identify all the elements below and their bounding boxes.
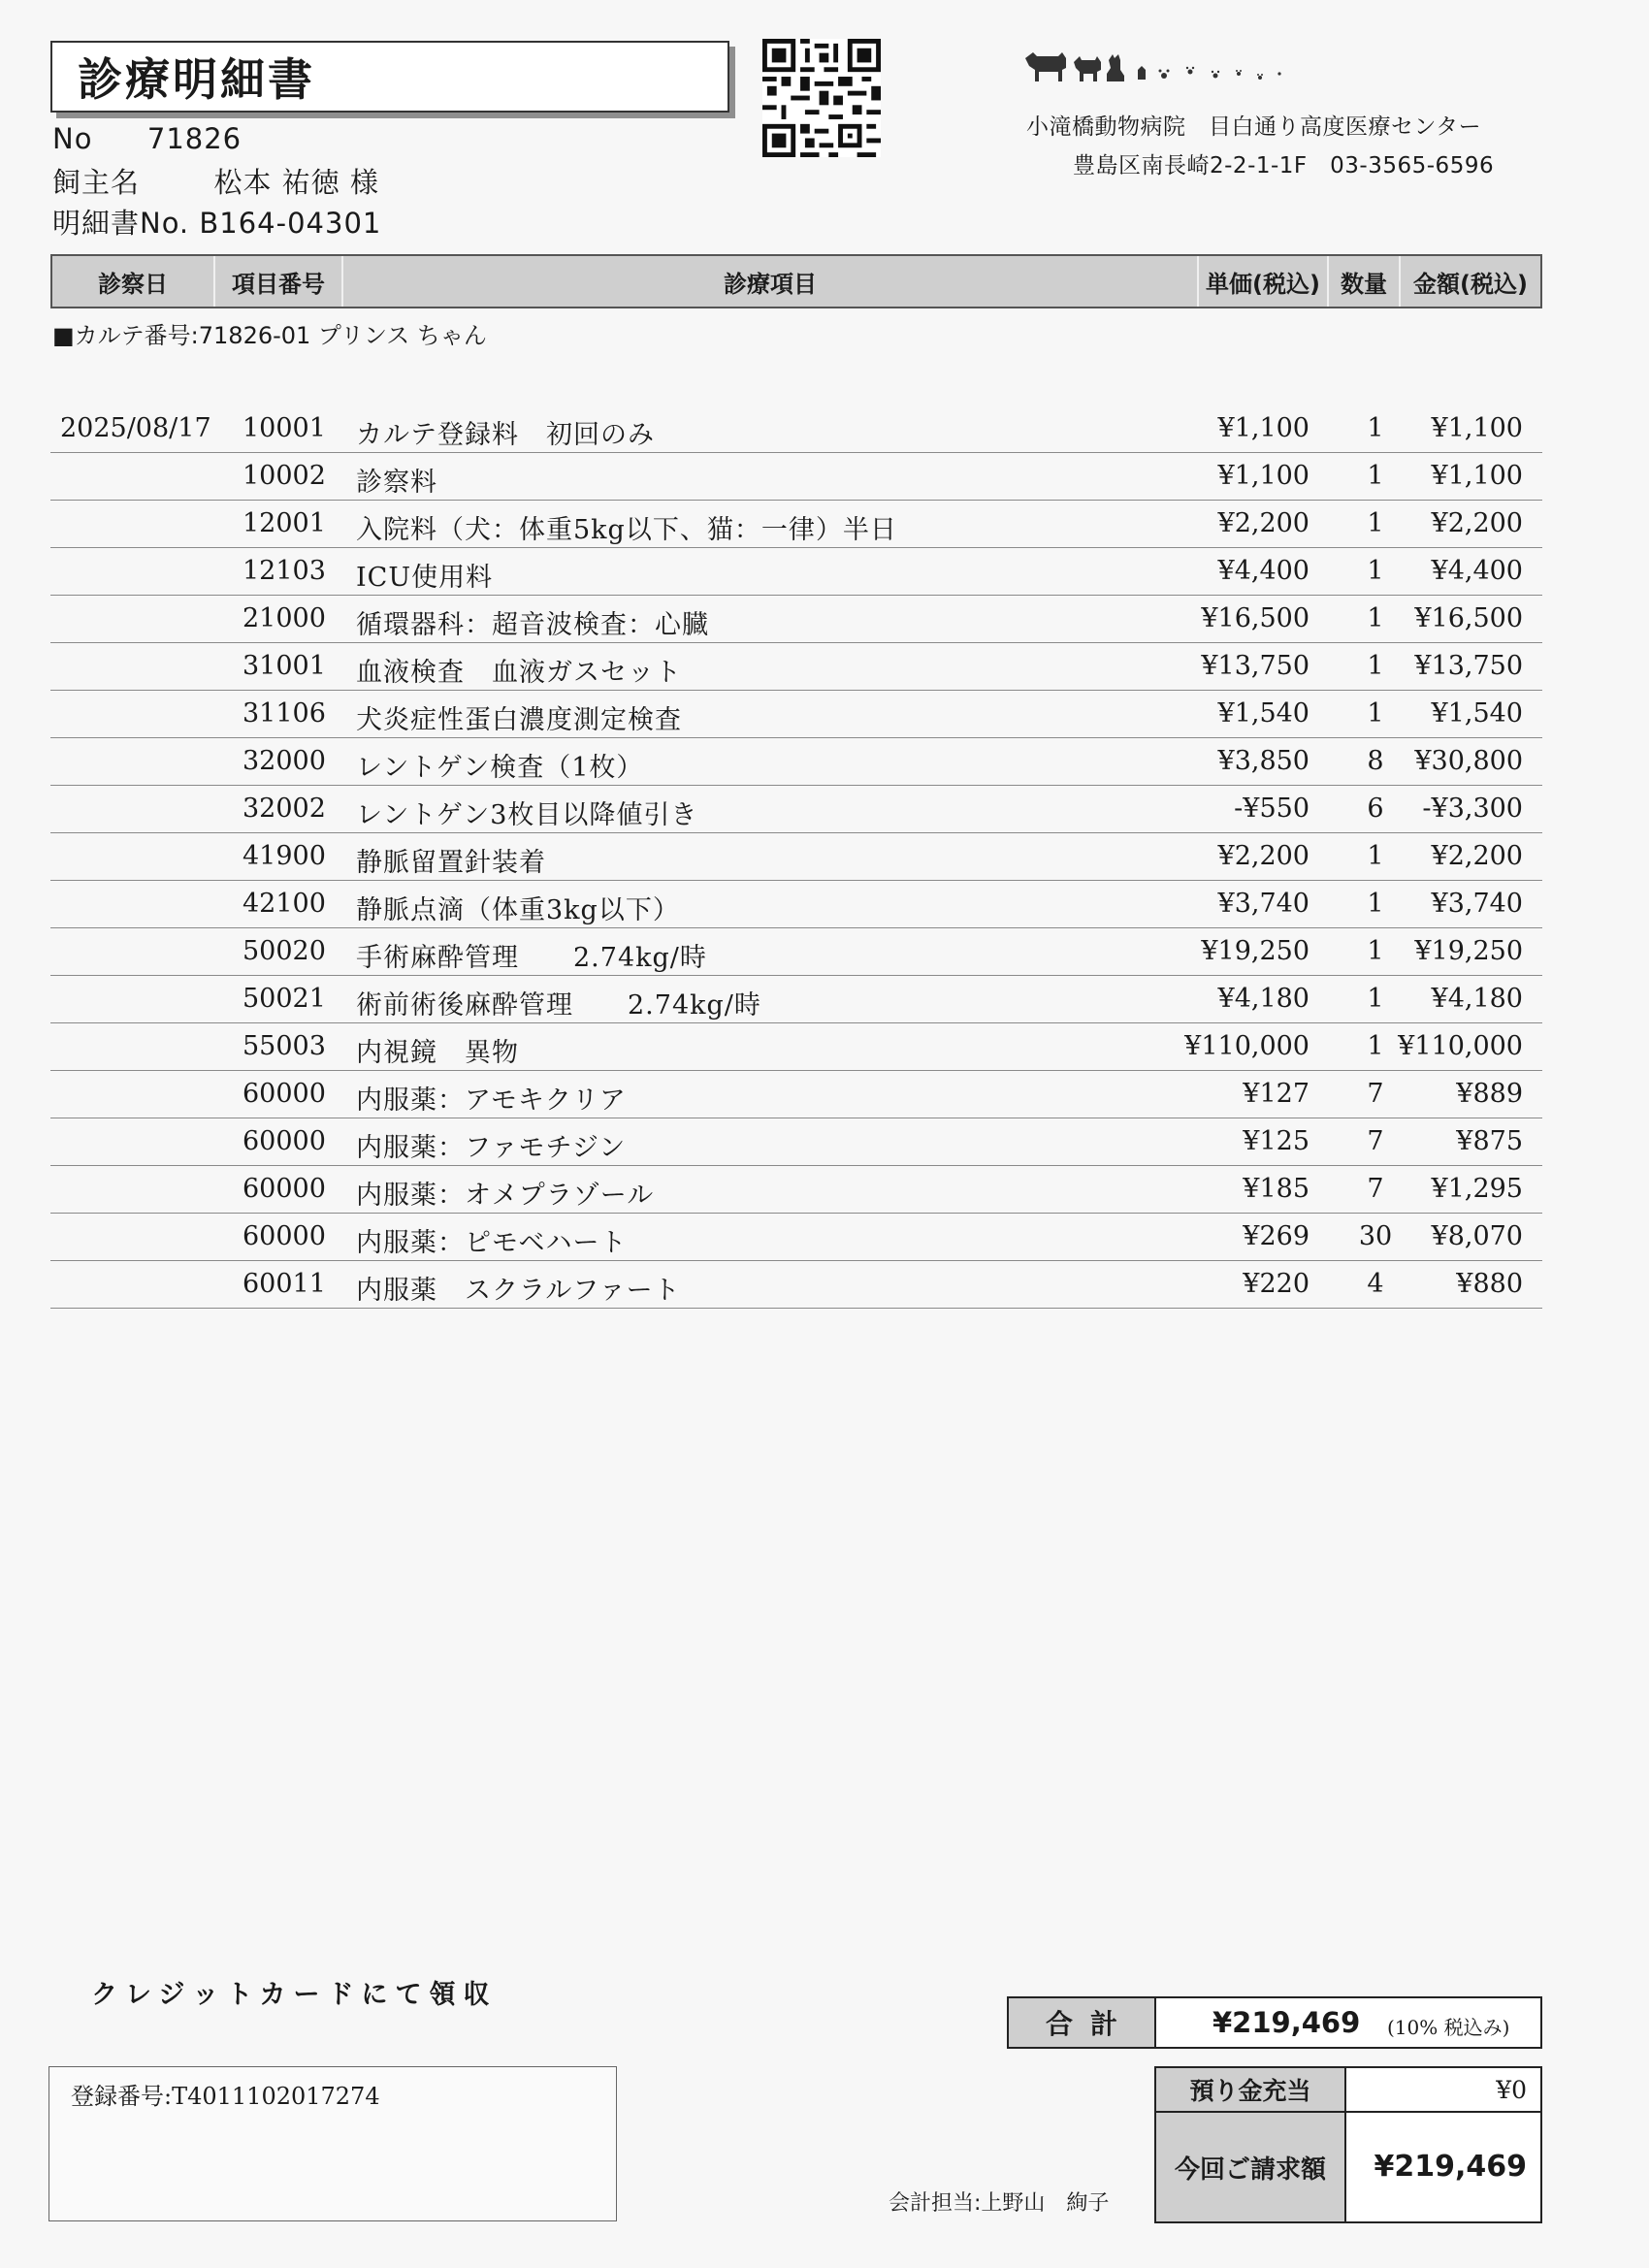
row-description: レントゲン検査（1枚） xyxy=(356,753,644,783)
tax-note: (10% 税込み) xyxy=(1387,2016,1510,2039)
col-amount: 金額(税込) xyxy=(1413,270,1528,298)
row-amount: ¥2,200 xyxy=(1431,508,1523,538)
owner-name: 松本 祐徳 様 xyxy=(213,166,379,199)
row-code: 50020 xyxy=(242,936,326,966)
table-row xyxy=(50,643,1542,691)
row-quantity: 1 xyxy=(1367,651,1384,681)
row-amount: ¥1,295 xyxy=(1431,1174,1523,1204)
total-box xyxy=(1007,1996,1542,2049)
table-row xyxy=(50,928,1542,976)
table-row xyxy=(50,738,1542,786)
accounting-staff: 会計担当:上野山 絢子 xyxy=(889,2191,1110,2216)
row-quantity: 1 xyxy=(1367,1031,1384,1061)
row-quantity: 8 xyxy=(1367,746,1384,776)
col-unit-price: 単価(税込) xyxy=(1206,270,1320,298)
table-header xyxy=(50,254,1542,308)
row-code: 32002 xyxy=(242,794,326,824)
row-description: 内服薬：ファモチジン xyxy=(356,1133,627,1163)
row-description: ICU使用料 xyxy=(356,563,494,593)
row-unit-price: ¥4,400 xyxy=(1217,556,1310,586)
table-row xyxy=(50,833,1542,881)
row-description: 静脈点滴（体重3kg以下） xyxy=(356,895,680,925)
table-row xyxy=(50,596,1542,643)
row-date: 2025/08/17 xyxy=(60,413,211,443)
row-unit-price: ¥1,540 xyxy=(1217,698,1310,729)
row-code: 60000 xyxy=(242,1174,326,1204)
row-code: 10001 xyxy=(242,413,326,443)
row-code: 31001 xyxy=(242,651,326,681)
row-quantity: 1 xyxy=(1367,889,1384,919)
row-unit-price: -¥550 xyxy=(1234,794,1310,824)
row-unit-price: ¥16,500 xyxy=(1201,603,1310,633)
row-unit-price: ¥3,740 xyxy=(1217,889,1310,919)
qr-code-icon xyxy=(762,39,881,157)
row-unit-price: ¥1,100 xyxy=(1217,413,1310,443)
row-unit-price: ¥19,250 xyxy=(1201,936,1310,966)
record-number-value: 71826 xyxy=(146,122,242,155)
row-description: 静脈留置針装着 xyxy=(356,848,546,878)
row-code: 32000 xyxy=(242,746,326,776)
row-unit-price: ¥110,000 xyxy=(1184,1031,1310,1061)
row-amount: ¥8,070 xyxy=(1431,1221,1523,1251)
row-amount: ¥4,180 xyxy=(1431,984,1523,1014)
bill-value: ¥219,469 xyxy=(1374,2150,1527,2184)
row-quantity: 1 xyxy=(1367,413,1384,443)
row-code: 60000 xyxy=(242,1079,326,1109)
table-row xyxy=(50,405,1542,453)
row-description: レントゲン3枚目以降値引き xyxy=(356,800,698,830)
row-amount: ¥889 xyxy=(1456,1079,1523,1109)
row-quantity: 4 xyxy=(1367,1269,1384,1299)
col-date: 診察日 xyxy=(98,270,168,298)
row-code: 60000 xyxy=(242,1126,326,1156)
row-code: 41900 xyxy=(242,841,326,871)
statement-label: 明細書No. xyxy=(52,207,190,240)
row-unit-price: ¥2,200 xyxy=(1217,508,1310,538)
row-code: 60000 xyxy=(242,1221,326,1251)
total-value: ¥219,469 xyxy=(1212,2006,1361,2039)
owner-label: 飼主名 xyxy=(52,166,141,199)
table-row xyxy=(50,453,1542,501)
row-description: 血液検査 血液ガスセット xyxy=(356,658,682,688)
row-amount: ¥16,500 xyxy=(1414,603,1523,633)
row-quantity: 1 xyxy=(1367,698,1384,729)
row-amount: -¥3,300 xyxy=(1422,794,1523,824)
row-amount: ¥3,740 xyxy=(1431,889,1523,919)
table-row xyxy=(50,548,1542,596)
row-amount: ¥13,750 xyxy=(1414,651,1523,681)
row-description: 手術麻酔管理 2.74kg/時 xyxy=(356,943,707,973)
clinic-logo-icon xyxy=(1023,47,1285,87)
row-description: 循環器科：超音波検査：心臓 xyxy=(356,610,709,640)
record-number xyxy=(52,122,242,155)
row-description: カルテ登録料 初回のみ xyxy=(356,420,655,450)
row-amount: ¥1,100 xyxy=(1431,413,1523,443)
row-amount: ¥4,400 xyxy=(1431,556,1523,586)
row-unit-price: ¥185 xyxy=(1243,1174,1310,1204)
row-description: 内服薬：ピモベハート xyxy=(356,1228,628,1258)
row-amount: ¥110,000 xyxy=(1398,1031,1523,1061)
row-code: 42100 xyxy=(242,889,326,919)
row-amount: ¥875 xyxy=(1456,1126,1523,1156)
row-amount: ¥880 xyxy=(1456,1269,1523,1299)
statement-number xyxy=(52,202,381,242)
col-code: 項目番号 xyxy=(232,270,325,298)
row-amount: ¥2,200 xyxy=(1431,841,1523,871)
row-unit-price: ¥3,850 xyxy=(1217,746,1310,776)
table-row xyxy=(50,1118,1542,1166)
row-unit-price: ¥13,750 xyxy=(1201,651,1310,681)
document-title: 診療明細書 xyxy=(50,41,729,113)
table-row xyxy=(50,1214,1542,1261)
row-code: 55003 xyxy=(242,1031,326,1061)
row-code: 21000 xyxy=(242,603,326,633)
clinic-name: 小滝橋動物病院 目白通り高度医療センター xyxy=(1026,114,1482,140)
payment-note: クレジットカードにて領収 xyxy=(91,1980,498,2010)
table-row xyxy=(50,1261,1542,1309)
row-description: 入院料（犬：体重5kg以下、猫：一律）半日 xyxy=(356,515,897,545)
row-amount: ¥1,100 xyxy=(1431,461,1523,491)
row-code: 60011 xyxy=(242,1269,326,1299)
row-code: 12001 xyxy=(242,508,326,538)
row-description: 犬炎症性蛋白濃度測定検査 xyxy=(356,705,682,735)
col-qty: 数量 xyxy=(1341,270,1387,298)
row-description: 術前術後麻酔管理 2.74kg/時 xyxy=(356,990,761,1021)
col-item: 診療項目 xyxy=(724,270,817,298)
deposit-value: ¥0 xyxy=(1496,2076,1527,2104)
row-quantity: 7 xyxy=(1367,1174,1384,1204)
row-amount: ¥1,540 xyxy=(1431,698,1523,729)
table-row xyxy=(50,881,1542,928)
row-description: 内服薬：オメプラゾール xyxy=(356,1181,655,1211)
row-quantity: 1 xyxy=(1367,936,1384,966)
row-quantity: 1 xyxy=(1367,603,1384,633)
statement-value: B164-04301 xyxy=(199,207,382,240)
row-quantity: 1 xyxy=(1367,556,1384,586)
billing-box xyxy=(1154,2066,1542,2223)
line-items xyxy=(50,405,1542,1309)
row-quantity: 7 xyxy=(1367,1126,1384,1156)
row-unit-price: ¥2,200 xyxy=(1217,841,1310,871)
karte-number: ■カルテ番号:71826-01 プリンス ちゃん xyxy=(52,322,487,349)
deposit-label: 預り金充当 xyxy=(1156,2068,1346,2113)
row-quantity: 6 xyxy=(1367,794,1384,824)
row-quantity: 7 xyxy=(1367,1079,1384,1109)
row-unit-price: ¥269 xyxy=(1243,1221,1310,1251)
registration-box xyxy=(48,2066,617,2221)
table-row xyxy=(50,976,1542,1023)
row-description: 診察料 xyxy=(356,468,437,498)
table-row xyxy=(50,1023,1542,1071)
row-description: 内視鏡 異物 xyxy=(356,1038,519,1068)
row-unit-price: ¥220 xyxy=(1243,1269,1310,1299)
row-code: 12103 xyxy=(242,556,326,586)
row-code: 50021 xyxy=(242,984,326,1014)
table-row xyxy=(50,1071,1542,1118)
row-quantity: 1 xyxy=(1367,984,1384,1014)
row-description: 内服薬：アモキクリア xyxy=(356,1085,627,1116)
row-amount: ¥19,250 xyxy=(1414,936,1523,966)
row-unit-price: ¥125 xyxy=(1243,1126,1310,1156)
row-amount: ¥30,800 xyxy=(1414,746,1523,776)
owner-line xyxy=(52,161,379,201)
row-quantity: 30 xyxy=(1358,1221,1393,1251)
row-quantity: 1 xyxy=(1367,841,1384,871)
table-row xyxy=(50,786,1542,833)
row-unit-price: ¥4,180 xyxy=(1217,984,1310,1014)
table-row xyxy=(50,691,1542,738)
record-number-label: No xyxy=(52,122,93,155)
clinic-address: 豊島区南長崎2-2-1-1F 03-3565-6596 xyxy=(1073,153,1495,178)
row-quantity: 1 xyxy=(1367,508,1384,538)
total-label: 合計 xyxy=(1009,1998,1156,2047)
table-row xyxy=(50,501,1542,548)
row-description: 内服薬 スクラルファート xyxy=(356,1276,681,1306)
row-code: 10002 xyxy=(242,461,326,491)
row-quantity: 1 xyxy=(1367,461,1384,491)
bill-label: 今回ご請求額 xyxy=(1156,2113,1346,2221)
row-code: 31106 xyxy=(242,698,326,729)
row-unit-price: ¥1,100 xyxy=(1217,461,1310,491)
row-unit-price: ¥127 xyxy=(1243,1079,1310,1109)
registration-number: 登録番号:T4011102017274 xyxy=(71,2083,380,2110)
table-row xyxy=(50,1166,1542,1214)
billing-divider xyxy=(1346,2111,1540,2113)
